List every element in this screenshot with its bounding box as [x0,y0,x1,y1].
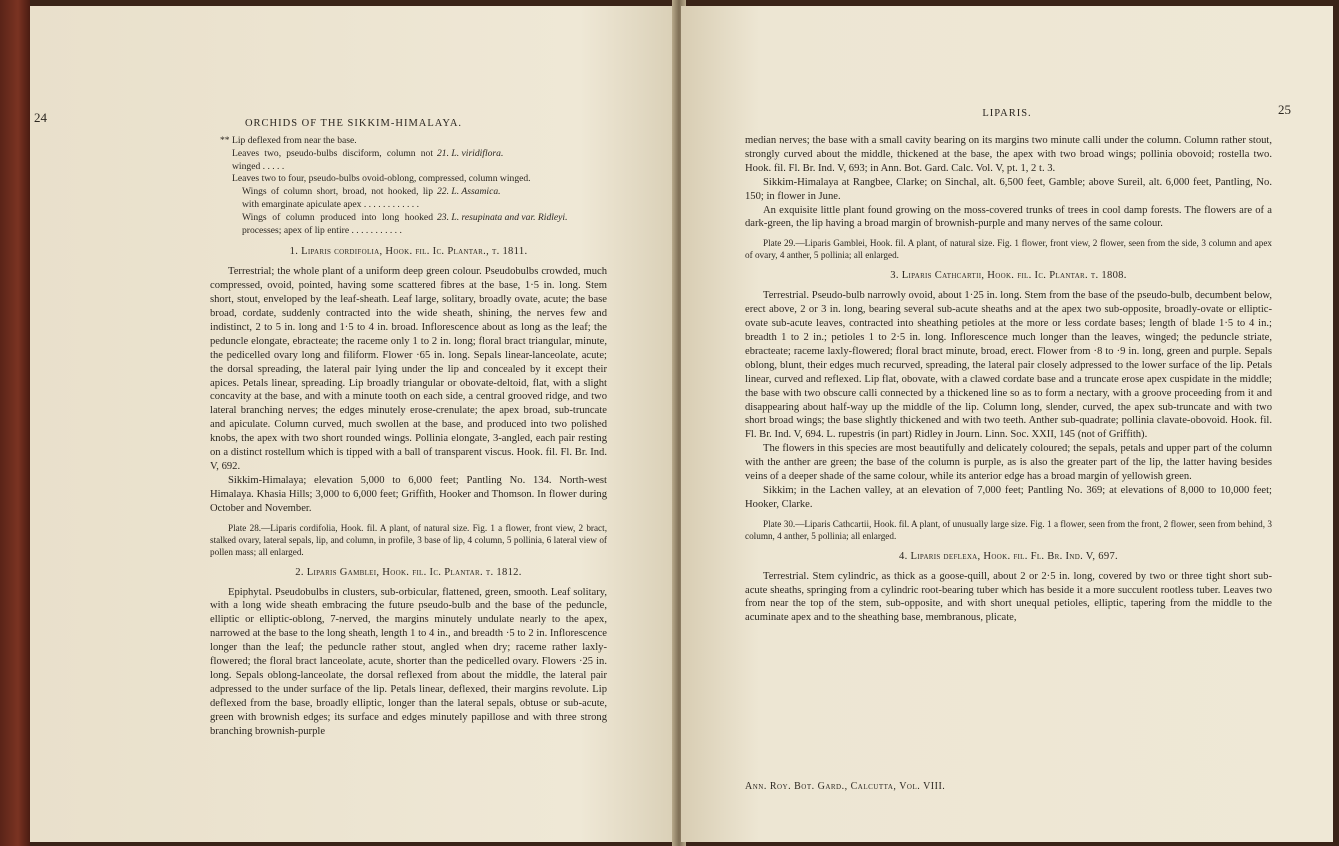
species-heading: 1. Liparis cordifolia, Hook. fil. Ic. Plantar., t. 1811. [289,246,528,258]
left-page [30,6,677,842]
species-description: Terrestrial. Stem cylindric, as thick as a goose-quill, about 2 or 2·5 in. long, covered by two or three tight short sub-acute sheaths, springing from a cylindric root-bearing tuber which has beside it a more succulent rootless tuber. Leaves two from near the top of the stem, sub-opposite, and with short unequal petioles, elliptic, tapering from the middle to the acuminate apex and to the sheathing base, membranous, plicate, [745,570,1272,624]
species-locality: Sikkim; in the Lachen valley, at an elevation of 7,000 feet; Pantling No. 369; at elevations of 8,000 to 10,000 feet; Hooker, Clarke. [745,484,1272,510]
page-number: 25 [1278,102,1291,117]
species-heading: 4. Liparis deflexa, Hook. fil. Fl. Br. Ind. V, 697. [899,550,1118,562]
key-line: Leaves two to four, pseudo-bulbs ovoid-oblong, compressed, column winged. [232,173,531,185]
key-species: 23. L. resupinata and var. Ridleyi. [437,211,568,223]
species-notes: An exquisite little plant found growing on the moss-covered trunks of trees in cool damp forests. The flowers are of a dark-green, the lip having a broad margin of brownish-purple and many nerves of the same colour. [745,204,1272,230]
running-head: LIPARIS. [982,108,1032,119]
species-locality: Sikkim-Himalaya; elevation 5,000 to 6,000 feet; Pantling No. 134. North-west Himalaya. Khasia Hills; 3,000 to 6,000 feet; Griffith, Hooker and Thomson. In flower during October and November. [210,474,607,514]
right-page [681,6,1333,842]
page-footer: Ann. Roy. Bot. Gard., Calcutta, Vol. VIII. [745,781,946,792]
key-species: 22. L. Assamica. [437,186,501,198]
species-description: Terrestrial. Pseudo-bulb narrowly ovoid, about 1·25 in. long. Stem from the base of the pseudo-bulb, decumbent below, erect above, 2 or 3 in. long, bearing several sub-acute sheaths and at the apex two sub-opposite, broadly-ovate or elliptic-ovate sub-acute leaves, contracted into sheathing petioles at the more or less cordate bases; length of blade 1·5 to 4 in.; breadth 1 to 2 in.; petioles 1 to 2·5 in. long. Inflorescence much longer than the leaves, winged; the peduncle striate, ebracteate; raceme laxly-flowered; floral bract minute, broad, erect. Flower from ·8 to ·9 in. long, green and purple. Sepals oblong, blunt, their edges much recurved, spreading, the lateral pair closely adpressed to the lower surface of the lip. Petals linear, curved and reflexed. Lip flat, obovate, with a clawed cordate base and a truncate erose apex cuspidate in the middle; the base with two obscure calli connected by a thickened line so as to form a nectary, with a groove proceeding from it and disappearing about half-way up the middle of the lip. Column long, slender, curved, the apex sub-truncate and with two short broad wings; the base slightly thickened and with two teeth. Anther sub-quadrate; pollinia clavate-obovoid. Hook. fil. Fl. Br. Ind. V, 694. L. rupestris (in part) Ridley in Journ. Linn. Soc. XXII, 145 (not of Griffith). [745,290,1272,441]
key-line: Wings of column short, broad, not hooked, lip with emarginate apiculate apex . . . . . . . . . . . . [242,186,433,210]
species-heading: 2. Liparis Gamblei, Hook. fil. Ic. Plantar. t. 1812. [295,566,522,578]
species-heading: 3. Liparis Cathcartii, Hook. fil. Ic. Plantar. t. 1808. [890,270,1127,282]
left-page-content [210,135,607,738]
key-line: Leaves two, pseudo-bulbs disciform, column not winged . . . . . [232,147,433,172]
species-description: Epiphytal. Pseudobulbs in clusters, sub-orbicular, flattened, green, smooth. Leaf solitary, with a long wide sheath embracing the future pseudo-bulb and the base of the peduncle, elliptic or elliptic-oblong, 7-nerved, the margins minutely undulate nearly to the apex, narrowed at the base to the long sheath, length 1 to 4 in., and breadth ·5 to 2 in. Inflorescence longer than the leaf; the peduncle rather stout, angled when dry; raceme rather laxly-flowered; the floral bract lanceolate, acute, shorter than the pedicelled ovary. Flowers ·25 in. long. Sepals oblong-lanceolate, the dorsal reflexed from about the middle, the lateral pair adpressed to the under surface of the lip. Petals linear, deflexed, their margins revolute. Lip deflexed from the base, broadly elliptic, longer than the lateral sepals, obtuse or sub-acute, green with brownish edges; its surface and edges minutely papillose and with three strong branching brownish-purple [210,586,607,737]
plate-caption: Plate 28.—Liparis cordifolia, Hook. fil. A plant, of natural size. Fig. 1 a flower, front view, 2 bract, stalked ovary, lateral sepals, lip, and column, in profile, 3 base of lip, 4 column, 5 pollinia, 6 lateral view of pollen mass; all enlarged. [210,522,607,557]
page-number: 24 [34,110,47,125]
species-description: Terrestrial; the whole plant of a uniform deep green colour. Pseudobulbs crowded, much compressed, ovoid, pointed, having some scattered fibres at the base, 1·5 in. long. Stem short, stout, enveloped by the leaf-sheath. Leaf large, solitary, broadly ovate, acute; the base broad, cordate, suddenly contracted into the wide sheath, shining, the nerves few and indistinct, 2 to 5 in. long and 1·5 to 4 in. broad. Inflorescence about as long as the leaf; the peduncle elongate, ebracteate; the raceme only 1 to 2 in. long; floral bract triangular, minute, the pedicelled ovary long and filiform. Flower ·65 in. long. Sepals linear-lanceolate, acute; the dorsal spreading, the lateral pair lying under the lip and concealed by it except their apices. Petals linear, spreading. Lip broadly triangular or obovate-deltoid, flat, with a slight concavity at the base, and with a minute tooth on each side, a central grooved ridge, and two lateral branching nerves; the edges minutely erose-crenulate; the apex broad, sub-truncate and apiculate. Column curved, much swollen at the base, and produced into two polished knobs, the apex with two short rounded wings. Pollinia elongate, 3-angled, each pair resting on a distinct rostellum which is tipped with a ball of transparent viscus. Hook. fil. Fl. Br. Ind. V, 692. [210,266,607,472]
species-key [210,135,607,237]
key-species: 21. L. viridiflora. [437,147,504,159]
right-page-content [745,134,1272,625]
plate-caption: Plate 29.—Liparis Gamblei, Hook. fil. A plant, of natural size. Fig. 1 flower, front view, 2 flower, seen from the side, 3 column and apex of ovary, 4 anther, 5 pollinia; all enlarged. [745,238,1272,261]
species-notes: The flowers in this species are most beautifully and delicately coloured; the sepals, petals and upper part of the column with the anther are green; the base of the column is purple, as is also the greater part of the lip, the latter having besides veins of a deeper shade of the same colour, while its anterior edge has a broad margin of yellowish green. [745,443,1272,483]
species-locality: Sikkim-Himalaya at Rangbee, Clarke; on Sinchal, alt. 6,500 feet, Gamble; above Sureil, alt. 6,000 feet, Pantling, No. 150; in flower in June. [745,176,1272,202]
plate-caption: Plate 30.—Liparis Cathcartii, Hook. fil. A plant, of unusually large size. Fig. 1 a flower, seen from the front, 2 flower, seen from behind, 3 column, 4 anther, 5 pollinia; all enlarged. [745,518,1272,541]
species-description-continued: median nerves; the base with a small cavity bearing on its margins two minute calli under the column. Column rather stout, strongly curved about the middle, thickened at the base, the apex with two broad wings; pollinia obovoid; rostella two. Hook. fil. Fl. Br. Ind. V, 693; in Ann. Bot. Gard. Calc. Vol. V, pt. 1, 2 t. 3. [745,135,1272,174]
key-line: Wings of column produced into long hooked processes; apex of lip entire . . . . . . . . . . . [242,211,433,236]
book-cover-edge [0,0,30,846]
key-heading: ** Lip deflexed from near the base. [220,135,357,146]
running-head: ORCHIDS OF THE SIKKIM-HIMALAYA. [244,118,463,129]
